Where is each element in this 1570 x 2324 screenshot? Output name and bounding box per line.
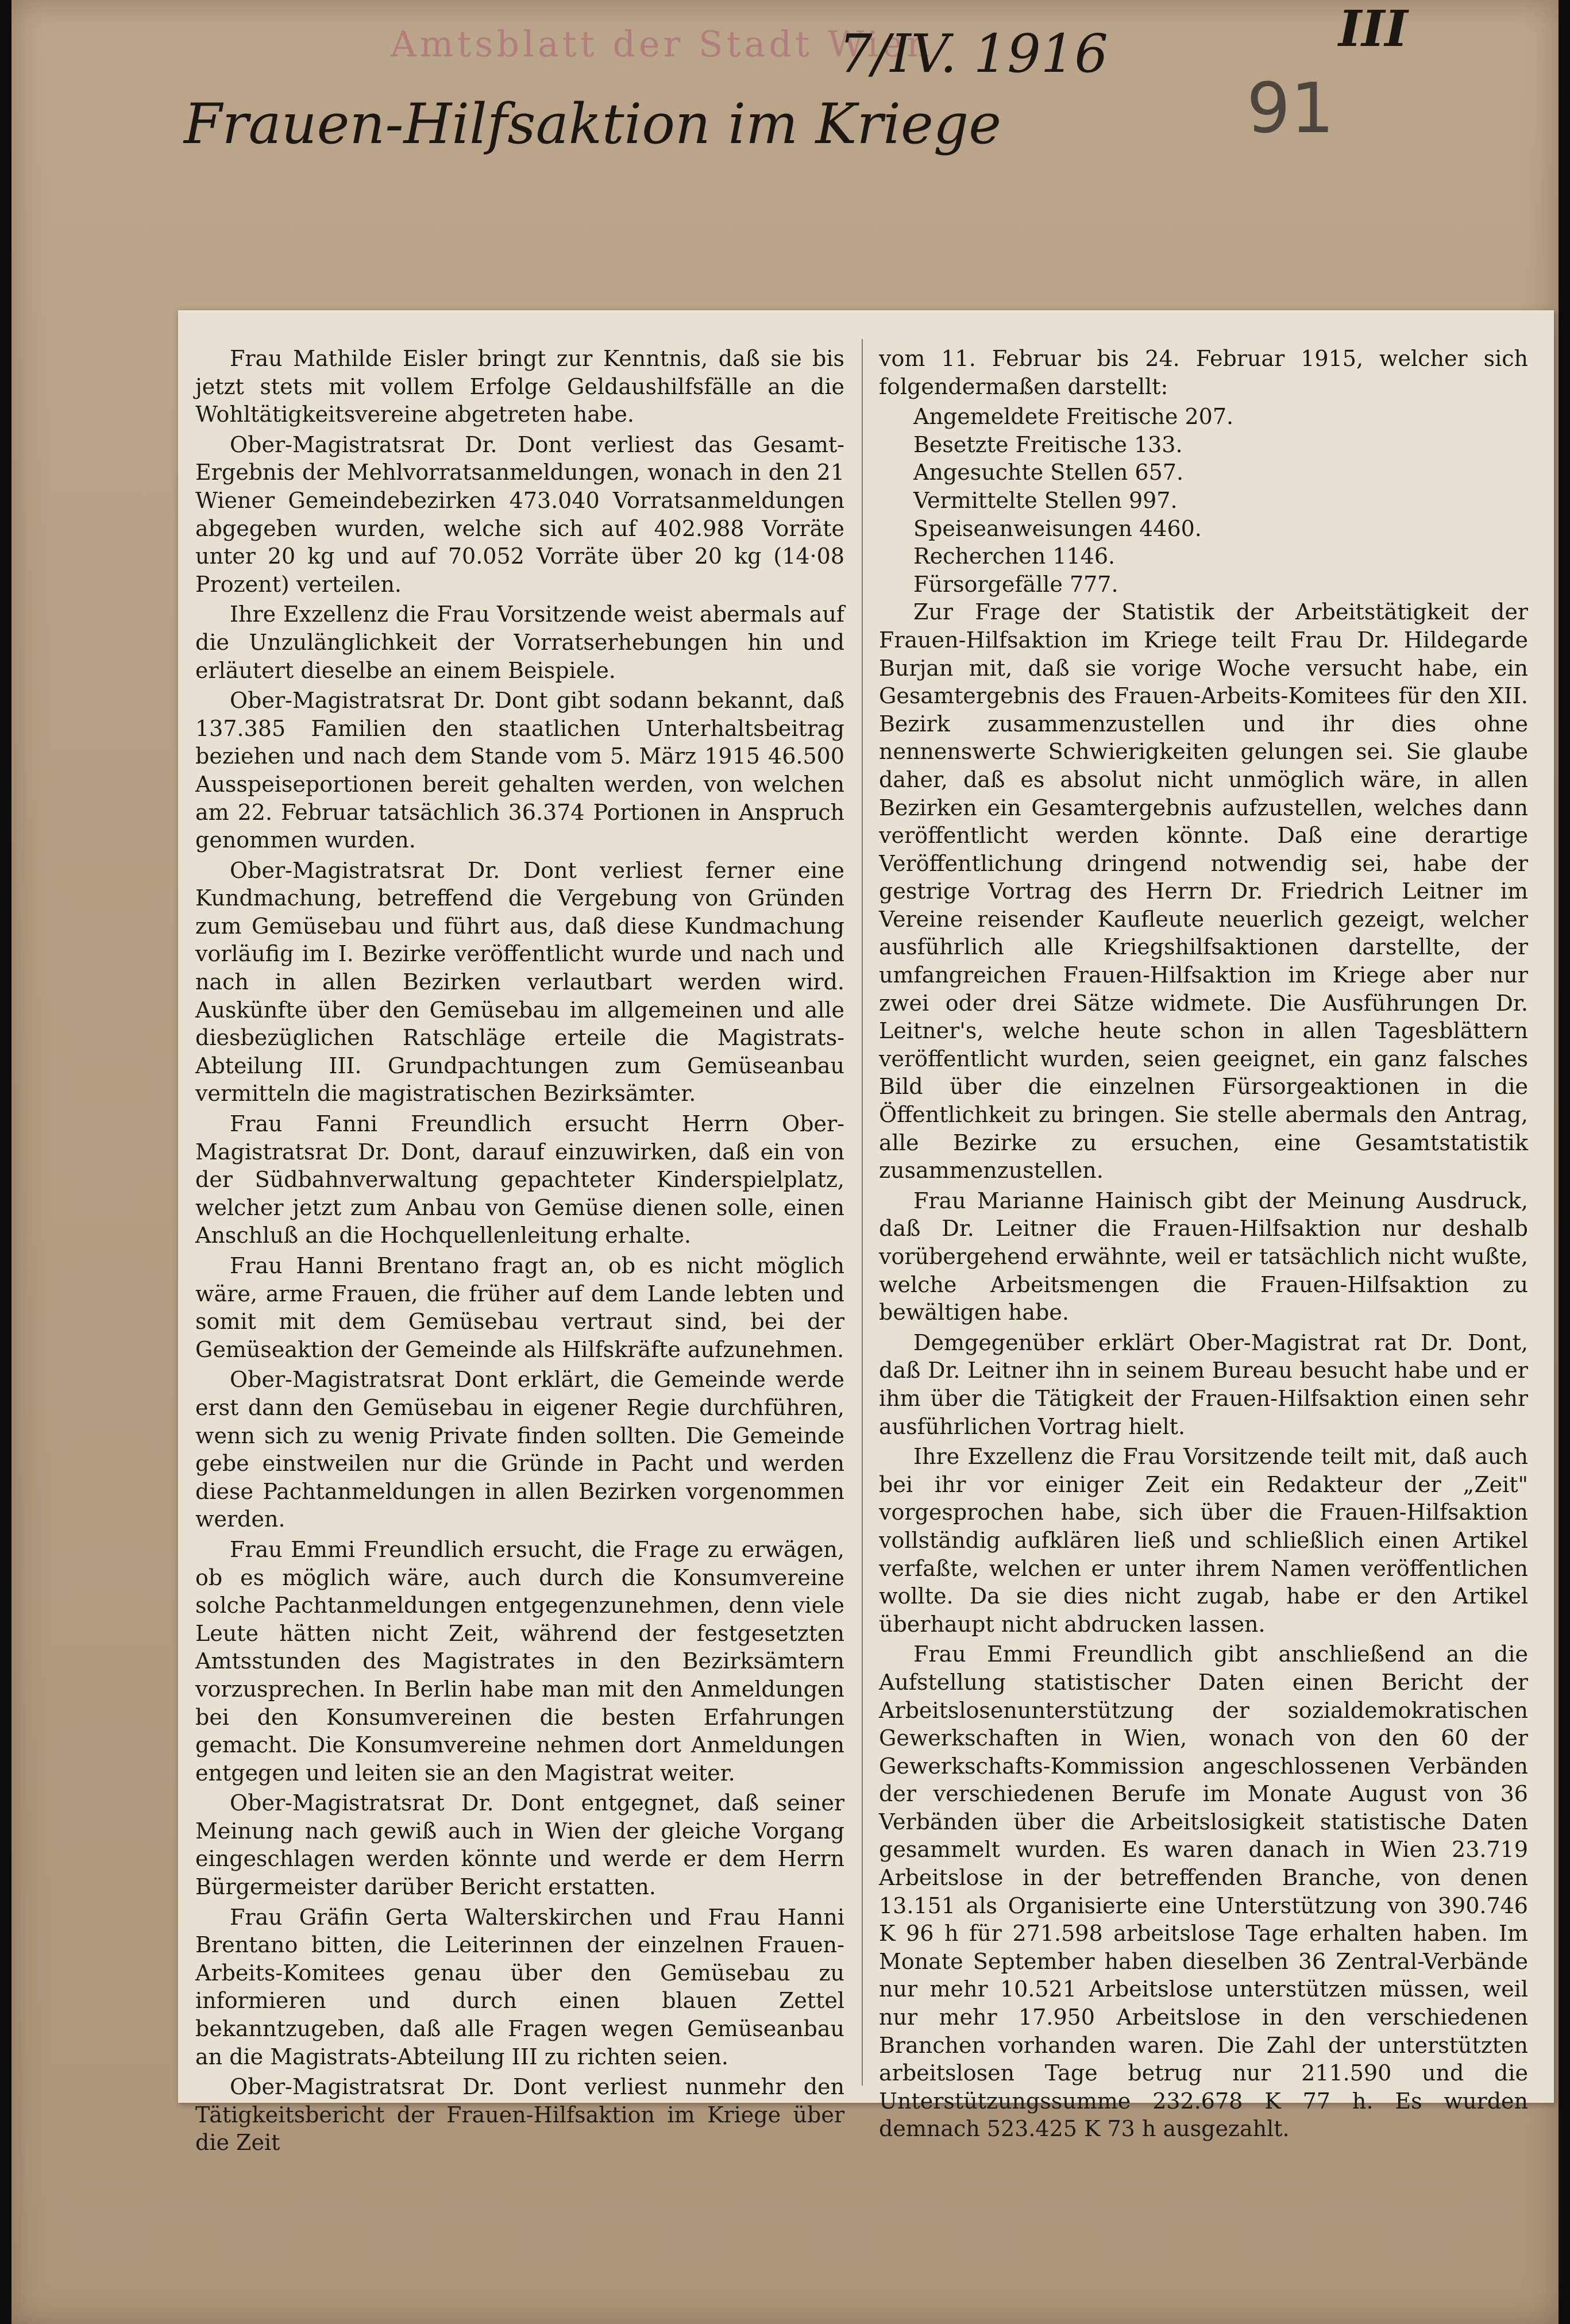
paragraph: Ihre Exzellenz die Frau Vorsitzende weist abermals auf die Unzulänglichkeit der Vorratserhebungen hin und erläutert dieselbe an einem Beispiele. [195, 602, 844, 683]
stat-line: Speiseanweisungen 4460. [913, 515, 1202, 541]
roman-numeral-note: III [1338, 0, 1408, 58]
paragraph: Frau Mathilde Eisler bringt zur Kenntnis, daß sie bis jetzt stets mit vollem Erfolge Geldaushilfsfälle an die Wohltätigkeitsvereine abgetreten habe. [195, 346, 844, 427]
stat-line: Vermittelte Stellen 997. [913, 487, 1178, 513]
left-column [195, 345, 844, 2156]
newspaper-clipping [178, 310, 1554, 2156]
paragraph: Ober-Magistratsrat Dr. Dont verliest nunmehr den Tätigkeitsbericht der Frauen-Hilfsaktion im Kriege über die Zeit [195, 2074, 844, 2156]
column-divider [862, 339, 863, 2086]
paragraph: Ober-Magistratsrat Dr. Dont entgegnet, daß seiner Meinung nach gewiß auch in Wien der gleiche Vorgang eingeschlagen werden könnte und werde er dem Herrn Bürgermeister darüber Bericht erstatten. [195, 1790, 844, 1900]
stat-line: Besetzte Freitische 133. [913, 431, 1183, 457]
stat-line: Angesuchte Stellen 657. [913, 460, 1184, 485]
paragraph: Frau Emmi Freundlich ersucht, die Frage zu erwägen, ob es möglich wäre, auch durch die Konsumvereine solche Pachtanmeldungen entgegenzunehmen, denn viele Leute hätten nicht Zeit, während der festgesetzten Amtsstunden des Magistrates in den Bezirksämtern vorzusprechen. In Berlin habe man mit den Anmeldungen bei den Konsumvereinen die besten Erfahrungen gemacht. Die Konsumvereine nehmen dort Anmeldungen entgegen und leiten sie an den Magistrat weiter. [195, 1536, 844, 1786]
stat-line: Fürsorgefälle 777. [913, 571, 1118, 597]
paragraph: Ihre Exzellenz die Frau Vorsitzende teilt mit, daß auch bei ihr vor einiger Zeit ein Redakteur der „Zeit" vorgesprochen habe, sich über die Frauen-Hilfsaktion vollständig aufklären ließ und schließlich einen Artikel verfaßte, welchen er unter ihrem Namen veröffentlichen wollte. Da sie dies nicht zugab, habe er den Artikel überhaupt nicht abdrucken lassen. [879, 1444, 1528, 1637]
folio-number: 91 [1247, 69, 1334, 149]
right-column [879, 345, 1528, 2142]
stat-line: Recherchen 1146. [913, 544, 1116, 569]
paragraph: Zur Frage der Statistik der Arbeitstätigkeit der Frauen-Hilfsaktion im Kriege teilt Frau Dr. Hildegarde Burjan mit, daß sie vorige Woche versucht habe, ein Gesamtergebnis des Frauen-Arbeits-Komitees für den XII. Bezirk zusammenzustellen und ihr dies ohne nennenswerte Schwierigkeiten gelungen sei. Sie glaube daher, daß es absolut nicht unmöglich wäre, in allen Bezirken ein Gesamtergebnis aufzustellen, welches dann veröffentlicht werden könnte. Daß eine derartige Veröffentlichung dringend notwendig sei, habe der gestrige Vortrag des Herrn Dr. Friedrich Leitner im Vereine reisender Kaufleute neuerlich gezeigt, welcher ausführlich alle Kriegshilfsaktionen darstellte, der umfangreichen Frauen-Hilfsaktion im Kriege aber nur zwei oder drei Sätze widmete. Die Ausführungen Dr. Leitner's, welche heute schon in allen Tagesblättern veröffentlicht wurden, seien geeignet, ein ganz falsches Bild über die einzelnen Fürsorgeaktionen in die Öffentlichkeit zu bringen. Sie stelle abermals den Antrag, alle Bezirke zu ersuchen, eine Gesamtstatistik zusammenzustellen. [879, 599, 1528, 1184]
paragraph: Frau Marianne Hainisch gibt der Meinung Ausdruck, daß Dr. Leitner die Frauen-Hilfsaktion nur deshalb vorübergehend erwähnte, weil er tatsächlich nicht wußte, welche Arbeitsmengen die Frauen-Hilfsaktion zu bewältigen habe. [879, 1188, 1528, 1325]
stat-line: Angemeldete Freitische 207. [913, 404, 1234, 430]
paragraph: Ober-Magistratsrat Dr. Dont gibt sodann bekannt, daß 137.385 Familien den staatlichen Unterhaltsbeitrag beziehen und nach dem Stande vom 5. März 1915 46.500 Ausspeiseportionen bereit gehalten werden, von welchen am 22. Februar tatsächlich 36.374 Portionen in Anspruch genommen wurden. [195, 688, 844, 853]
paragraph: Ober-Magistratsrat Dont erklärt, die Gemeinde werde erst dann den Gemüsebau in eigener Regie durchführen, wenn sich zu wenig Private finden sollten. Die Gemeinde gebe einstweilen nur die Gründe in Pacht und werden diese Pachtanmeldungen in allen Bezirken vorgenommen werden. [195, 1367, 844, 1532]
newspaper-stamp: Amtsblatt der Stadt Wien [391, 23, 933, 65]
paragraph: Frau Gräfin Gerta Walterskirchen und Frau Hanni Brentano bitten, die Leiterinnen der einzelnen Frauen-Arbeits-Komitees genau über den Gemüsebau zu informieren und durch einen blauen Zettel bekanntzugeben, daß alle Fragen wegen Gemüseanbau an die Magistrats-Abteilung III zu richten seien. [195, 1904, 844, 2069]
paragraph: Frau Emmi Freundlich gibt anschließend an die Aufstellung statistischer Daten einen Bericht der Arbeitslosenunterstützung der sozialdemokratischen Gewerkschaften in Wien, wonach von den 60 der Gewerkschafts-Kommission angeschlossenen Verbänden der verschiedenen Berufe im Monate August von 36 Verbänden über die Arbeitslosigkeit statistische Daten gesammelt wurden. Es waren danach in Wien 23.719 Arbeitslose in der betreffenden Branche, von denen 13.151 als Organisierte eine Unterstützung von 390.746 K 96 h für 271.598 arbeitslose Tage erhalten haben. Im Monate September haben dieselben 36 Zentral-Verbände nur mehr 10.521 Arbeitslose unterstützen müssen, weil nur mehr 17.950 Arbeitslose in den verschiedenen Branchen vorhanden waren. Die Zahl der unterstützten arbeitslosen Tage betrug nur 211.590 und die Unterstützungssumme 232.678 K 77 h. Es wurden demnach 523.425 K 73 h ausgezahlt. [879, 1641, 1528, 2142]
paragraph: Frau Hanni Brentano fragt an, ob es nicht möglich wäre, arme Frauen, die früher auf dem Lande lebten und somit mit dem Gemüsebau vertraut sind, bei der Gemüseaktion der Gemeinde als Hilfskräfte aufzunehmen. [195, 1253, 844, 1362]
paragraph: Demgegenüber erklärt Ober-Magistrat rat Dr. Dont, daß Dr. Leitner ihn in seinem Bureau besucht habe und er ihm über die Tätigkeit der Frauen-Hilfsaktion einen sehr ausführlichen Vortrag hielt. [879, 1329, 1528, 1439]
handwritten-title: Frauen-Hilfsaktion im Kriege [184, 92, 1002, 156]
paragraph-continuation: vom 11. Februar bis 24. Februar 1915, welcher sich folgendermaßen darstellt: [879, 346, 1528, 399]
archive-page [11, 0, 1559, 2324]
paragraph: Frau Fanni Freundlich ersucht Herrn Ober-Magistratsrat Dr. Dont, darauf einzuwirken, daß ein von der Südbahnverwaltung gepachteter Kinderspielplatz, welcher jetzt zum Anbau von Gemüse dienen solle, einen Anschluß an die Hochquellenleitung erhalte. [195, 1111, 844, 1248]
handwritten-date: 7/IV. 1916 [839, 23, 1108, 84]
paragraph: Ober-Magistratsrat Dr. Dont verliest ferner eine Kundmachung, betreffend die Vergebung von Gründen zum Gemüsebau und führt aus, daß diese Kundmachung vorläufig im I. Bezirke veröffentlicht wurde und nach und nach in allen Bezirken verlautbart werden wird. Auskünfte über den Gemüsebau im allgemeinen und alle diesbezüglichen Ratschläge erteile die Magistrats-Abteilung III. Grundpachtungen zum Gemüseanbau vermitteln die magistratischen Bezirksämter. [195, 857, 844, 1107]
paragraph: Ober-Magistratsrat Dr. Dont verliest das Gesamt-Ergebnis der Mehlvorratsanmeldungen, wonach in den 21 Wiener Gemeindebezirken 473.040 Vorratsanmeldungen abgegeben wurden, welche sich auf 402.988 Vorräte unter 20 kg und auf 70.052 Vorräte über 20 kg (14·08 Prozent) verteilen. [195, 431, 844, 597]
